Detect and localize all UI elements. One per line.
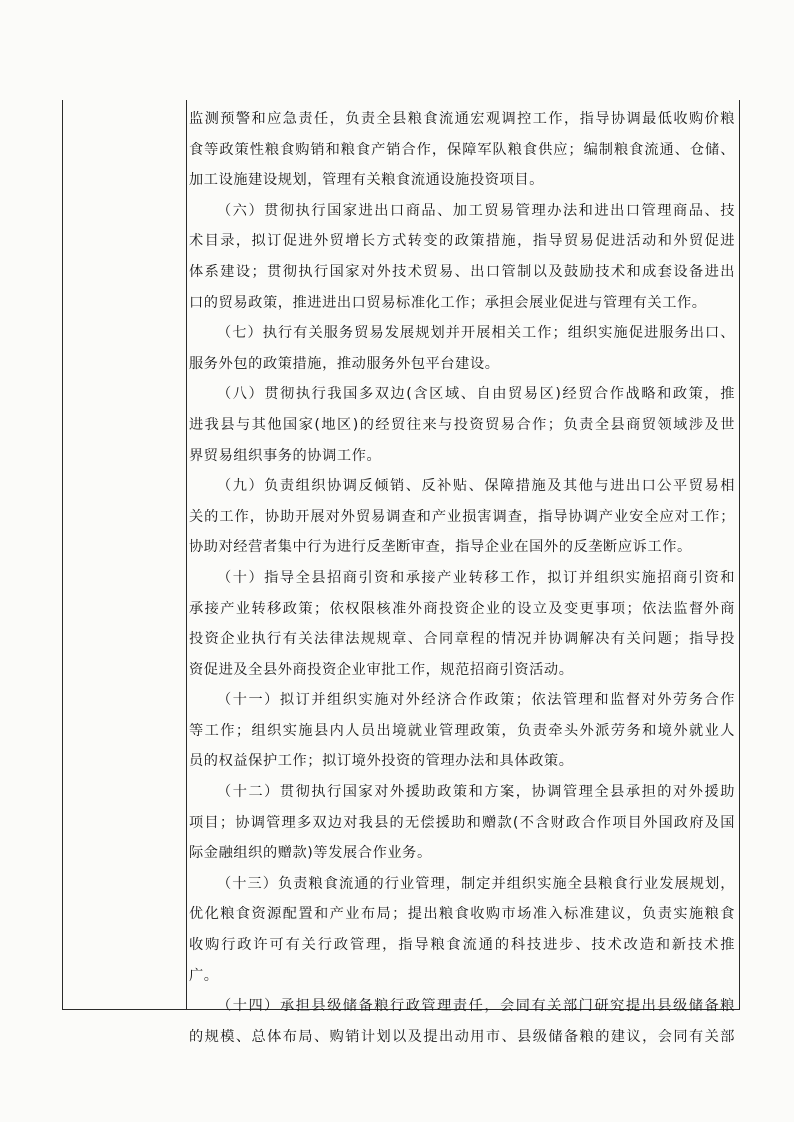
text-line: 等工作；组织实施县内人员出境就业管理政策，负责牵头外派劳务和境外就业人 bbox=[189, 722, 735, 739]
table-label-column bbox=[63, 100, 187, 1009]
text-line: （八）贯彻执行我国多双边(含区域、自由贸易区)经贸合作战略和政策，推 bbox=[217, 386, 735, 403]
text-line: 体系建设；贯彻执行国家对外技术贸易、出口管制以及鼓励技术和成套设备进出 bbox=[189, 263, 735, 280]
text-line: 际金融组织的赠款)等发展合作业务。 bbox=[189, 845, 432, 862]
text-line: 监测预警和应急责任，负责全县粮食流通宏观调控工作，指导协调最低收购价粮 bbox=[189, 111, 735, 127]
text-line: 口的贸易政策，推进进出口贸易标准化工作；承担会展业促进与管理有关工作。 bbox=[189, 294, 707, 311]
text-line: （十四）承担县级储备粮行政管理责任，会同有关部门研究提出县级储备粮 bbox=[217, 998, 735, 1015]
text-line: 术目录，拟订促进外贸增长方式转变的政策措施，指导贸易促进活动和外贸促进 bbox=[189, 233, 735, 250]
text-line: 项目；协调管理多双边对我县的无偿援助和赠款(不含财政合作项目外国政府及国 bbox=[189, 814, 735, 831]
text-line: （七）执行有关服务贸易发展规划并开展相关工作；组织实施促进服务出口、 bbox=[217, 325, 735, 342]
text-line: 承接产业转移政策；依权限核准外商投资企业的设立及变更事项；依法监督外商 bbox=[189, 600, 735, 617]
text-line: （十一）拟订并组织实施对外经济合作政策；依法管理和监督对外劳务合作 bbox=[217, 692, 735, 709]
text-line: 的规模、总体布局、购销计划以及提出动用市、县级储备粮的建议，会同有关部 bbox=[189, 1028, 735, 1045]
table-content-cell bbox=[189, 100, 739, 1045]
duties-table bbox=[62, 100, 740, 1045]
text-line: 食等政策性粮食购销和粮食产销合作，保障军队粮食供应；编制粮食流通、仓储、 bbox=[189, 141, 735, 158]
text-line: 优化粮食资源配置和产业布局；提出粮食收购市场准入标准建议，负责实施粮食 bbox=[189, 906, 735, 923]
text-line: （十）指导全县招商引资和承接产业转移工作，拟订并组织实施招商引资和 bbox=[217, 569, 735, 586]
text-line: 关的工作，协助开展对外贸易调查和产业损害调查，指导协调产业安全应对工作； bbox=[189, 508, 735, 525]
text-line: 投资企业执行有关法律法规规章、合同章程的情况并协调解决有关问题；指导投 bbox=[189, 631, 735, 648]
text-line: （九）负责组织协调反倾销、反补贴、保障措施及其他与进出口公平贸易相 bbox=[217, 478, 735, 495]
text-line: （十二）贯彻执行国家对外援助政策和方案，协调管理全县承担的对外援助 bbox=[217, 784, 735, 801]
text-line: 加工设施建设规划，管理有关粮食流通设施投资项目。 bbox=[189, 172, 544, 189]
text-line: 员的权益保护工作；拟订境外投资的管理办法和具体政策。 bbox=[189, 753, 574, 770]
text-line: （六）贯彻执行国家进出口商品、加工贸易管理办法和进出口管理商品、技 bbox=[217, 202, 735, 219]
text-line: 服务外包的政策措施，推动服务外包平台建设。 bbox=[189, 355, 500, 372]
text-line: 界贸易组织事务的协调工作。 bbox=[189, 447, 382, 464]
text-line: 收购行政许可有关行政管理，指导粮食流通的科技进步、技术改造和新技术推 bbox=[189, 937, 735, 954]
text-line: 进我县与其他国家(地区)的经贸往来与投资贸易合作；负责全县商贸领域涉及世 bbox=[189, 416, 735, 433]
text-line: （十三）负责粮食流通的行业管理，制定并组织实施全县粮食行业发展规划， bbox=[217, 875, 735, 892]
text-line: 资促进及全县外商投资企业审批工作，规范招商引资活动。 bbox=[189, 661, 574, 678]
text-line: 协助对经营者集中行为进行反垄断审查，指导企业在国外的反垄断应诉工作。 bbox=[189, 539, 692, 556]
text-line: 广。 bbox=[189, 967, 219, 984]
